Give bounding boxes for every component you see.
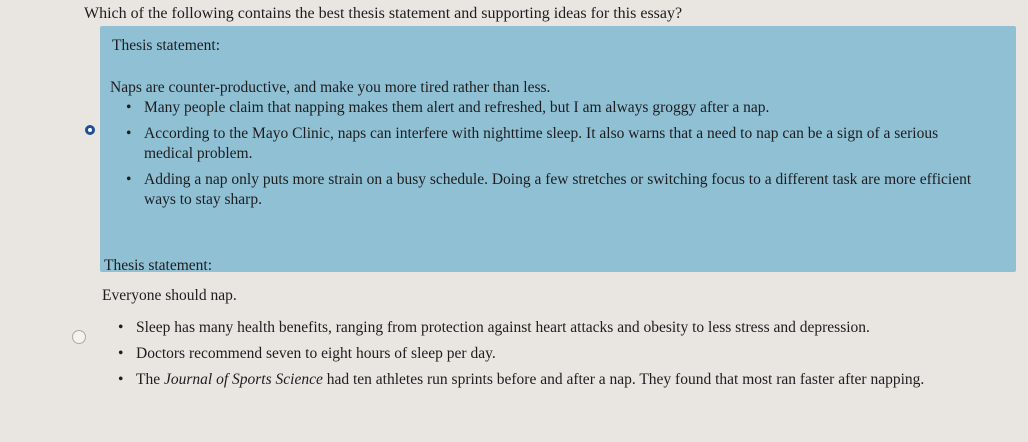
bullet-icon: • — [126, 171, 132, 188]
bullet-icon: • — [126, 125, 132, 142]
thesis-text: Everyone should nap. — [102, 287, 237, 304]
list-item: • Many people claim that napping makes them alert and refreshed, but I am always groggy after a nap. — [126, 99, 770, 116]
answer-option-b[interactable] — [92, 246, 1016, 436]
bullet-icon: • — [118, 319, 124, 336]
radio-button-option-a[interactable] — [85, 125, 95, 135]
radio-button-option-b[interactable] — [72, 330, 86, 344]
journal-title: Journal of Sports Science — [163, 371, 323, 388]
supporting-ideas-list — [126, 98, 994, 216]
thesis-text: Naps are counter-productive, and make you more tired rather than less. — [110, 79, 551, 96]
thesis-label: Thesis statement: — [104, 257, 213, 274]
bullet-icon: • — [118, 345, 124, 362]
thesis-label: Thesis statement: — [112, 37, 221, 54]
question-text: Which of the following contains the best thesis statement and supporting ideas for this essay? — [84, 5, 683, 22]
list-item: • Doctors recommend seven to eight hours of sleep per day. — [118, 345, 496, 362]
list-item: • Adding a nap only puts more strain on a busy schedule. Doing a few stretches or switching focus to a different task are more efficient ways to stay sharp. — [126, 171, 972, 208]
bullet-icon: • — [118, 371, 124, 388]
list-item: • Sleep has many health benefits, ranging from protection against heart attacks and obesity to less stress and depression. — [118, 319, 870, 336]
supporting-ideas-list — [118, 318, 966, 396]
bullet-icon: • — [126, 99, 132, 116]
list-item: • The Journal of Sports Science had ten athletes run sprints before and after a nap. They found that most ran faster after napping. — [118, 371, 925, 388]
answer-option-a[interactable] — [100, 26, 1016, 272]
list-item: • According to the Mayo Clinic, naps can interfere with nighttime sleep. It also warns that a need to nap can be a sign of a serious medical problem. — [126, 125, 939, 162]
